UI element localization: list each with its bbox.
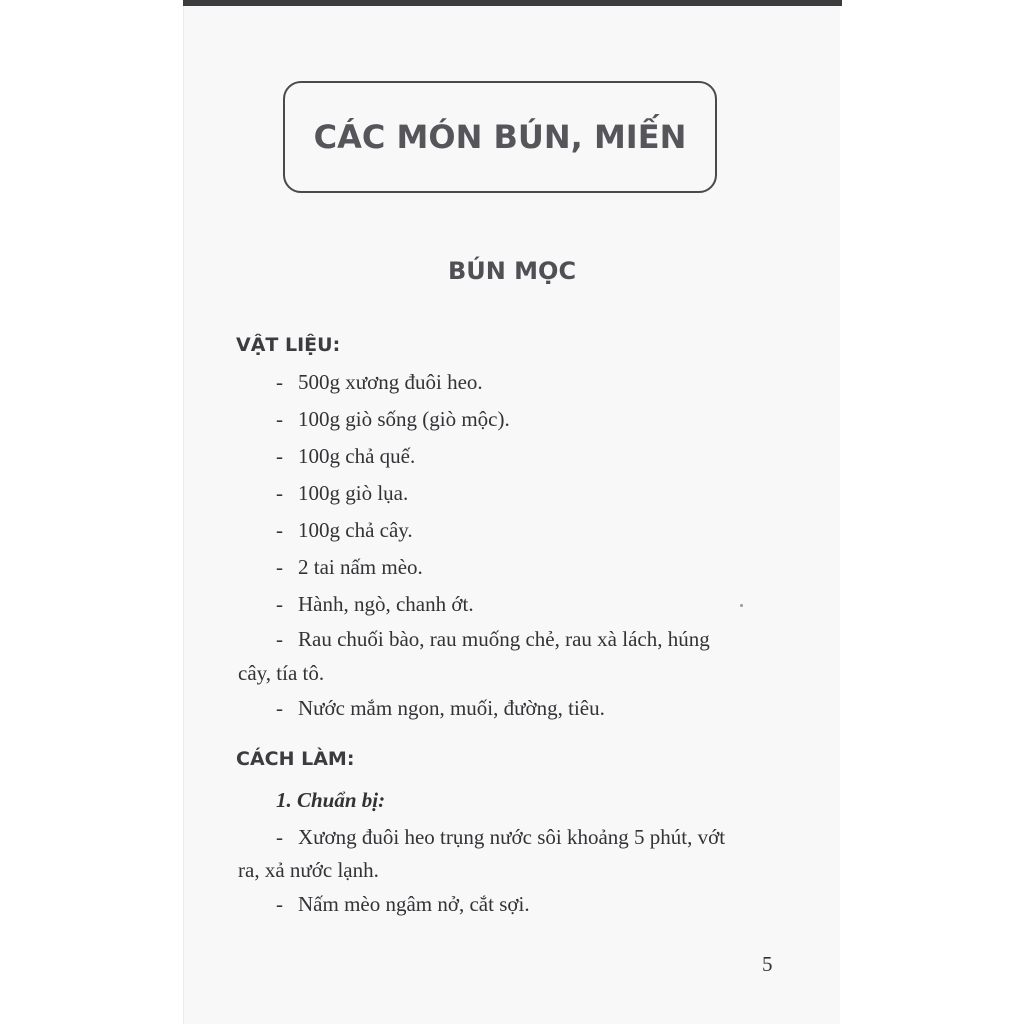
ingredient-text: Nước mắm ngon, muối, đường, tiêu. xyxy=(298,696,605,720)
ingredient-text: 100g giò lụa. xyxy=(298,481,409,505)
list-dash: - xyxy=(276,627,283,651)
list-dash: - xyxy=(276,370,283,394)
step-text: Nấm mèo ngâm nở, cắt sợi. xyxy=(298,892,530,916)
recipe-title: BÚN MỌC xyxy=(447,257,577,285)
list-dash: - xyxy=(276,444,283,468)
scan-speck xyxy=(740,604,743,607)
method-heading: CÁCH LÀM: xyxy=(236,748,355,770)
list-dash: - xyxy=(276,825,283,849)
step-title: 1. Chuẩn bị: xyxy=(276,788,386,812)
ingredient-text: 100g giò sống (giò mộc). xyxy=(298,407,510,431)
list-dash: - xyxy=(276,696,283,720)
ingredient-text-continued: cây, tía tô. xyxy=(238,661,325,685)
list-dash: - xyxy=(276,481,283,505)
ingredient-text: Hành, ngò, chanh ớt. xyxy=(298,592,474,616)
ingredients-heading: VẬT LIỆU: xyxy=(236,334,341,356)
list-dash: - xyxy=(276,592,283,616)
page-number: 5 xyxy=(762,952,773,976)
chapter-title-box xyxy=(283,81,717,193)
page-top-edge xyxy=(183,0,842,6)
chapter-title: CÁC MÓN BÚN, MIẾN xyxy=(313,118,687,156)
ingredient-text: 100g chả cây. xyxy=(298,518,413,542)
ingredient-text: 2 tai nấm mèo. xyxy=(298,555,423,579)
ingredient-text: Rau chuối bào, rau muống chẻ, rau xà lách, húng xyxy=(298,627,710,651)
list-dash: - xyxy=(276,518,283,542)
list-dash: - xyxy=(276,407,283,431)
list-dash: - xyxy=(276,555,283,579)
step-text: Xương đuôi heo trụng nước sôi khoảng 5 phút, vớt xyxy=(298,825,726,849)
list-dash: - xyxy=(276,892,283,916)
ingredient-text: 500g xương đuôi heo. xyxy=(298,370,483,394)
ingredient-text: 100g chả quế. xyxy=(298,444,416,468)
step-text-continued: ra, xả nước lạnh. xyxy=(238,858,379,882)
